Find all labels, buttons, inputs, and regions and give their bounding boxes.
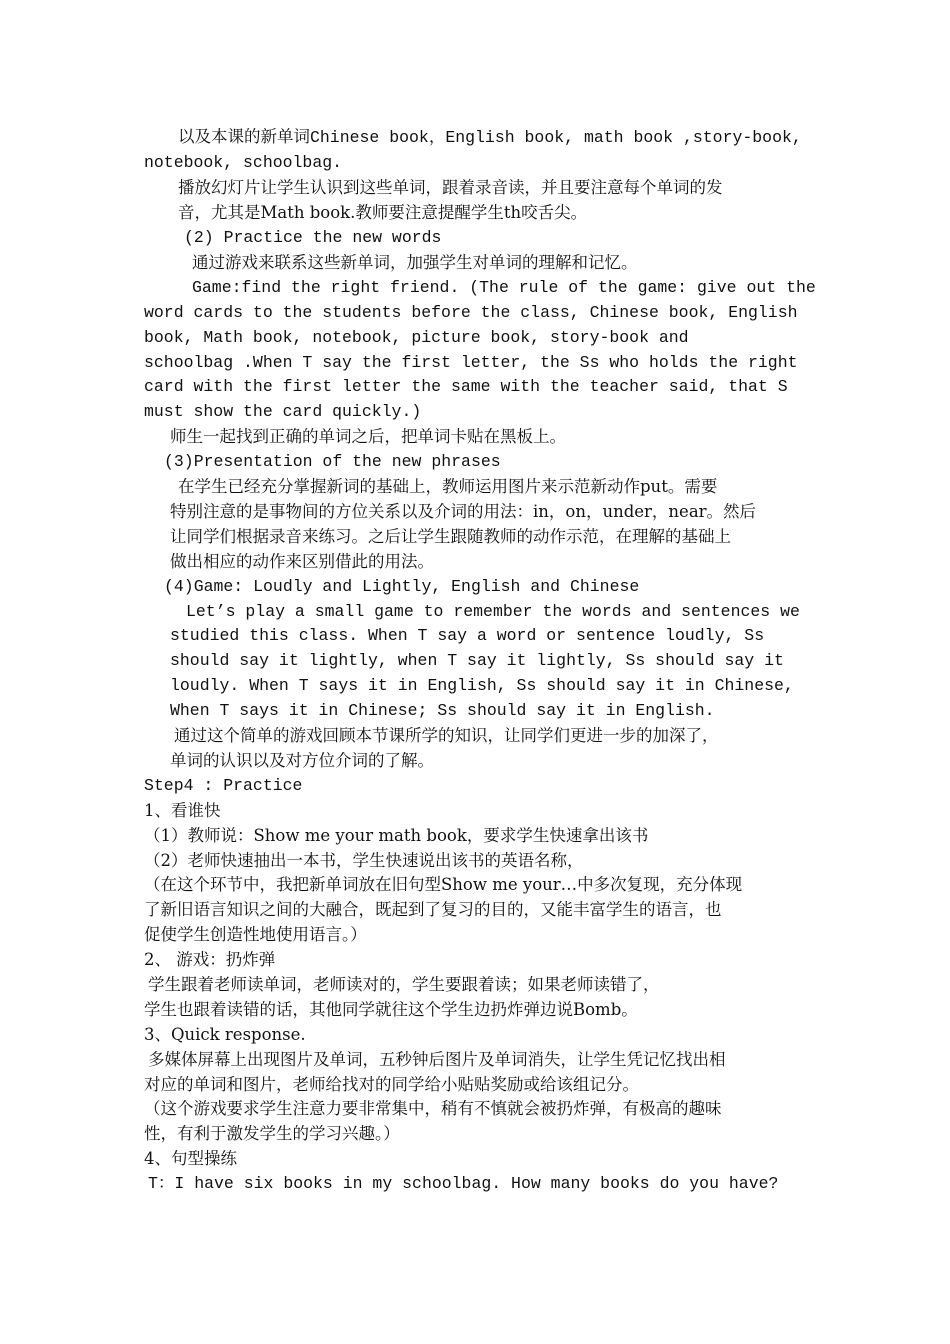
text-line: 多媒体屏幕上出现图片及单词，五秒钟后图片及单词消失，让学生凭记忆找出相: [148, 1050, 726, 1069]
text-line: book, Math book, notebook, picture book, story-book and: [144, 328, 689, 347]
text-line: 通过这个简单的游戏回顾本节课所学的知识，让同学们更进一步的加深了，: [174, 726, 719, 745]
text-line: must show the card quickly.): [144, 402, 422, 421]
text-line: When T says it in Chinese; Ss should say it in English.: [170, 701, 715, 720]
text-line: （1）教师说：Show me your math book，要求学生快速拿出该书: [144, 826, 649, 845]
text-line: notebook, schoolbag.: [144, 153, 343, 172]
text-line: 让同学们根据录音来练习。之后让学生跟随教师的动作示范，在理解的基础上: [170, 527, 731, 546]
text-line: loudly. When T says it in English, Ss should say it in Chinese,: [170, 676, 794, 695]
text-line: Step4 : Practice: [144, 776, 303, 795]
text-line: 促使学生创造性地使用语言。）: [144, 925, 367, 944]
text-line: 2、 游戏：扔炸弹: [144, 950, 276, 969]
text-line: 以及本课的新单词Chinese book，English book, math book ,story-book,: [178, 128, 802, 147]
text-line: 1、看谁快: [144, 801, 221, 820]
text-line: 学生也跟着读错的话，其他同学就往这个学生边扔炸弹边说Bomb。: [144, 1000, 638, 1019]
text-line: 学生跟着老师读单词，老师读对的，学生要跟着读；如果老师读错了，: [148, 975, 660, 994]
text-line: (2) Practice the new words: [184, 228, 442, 247]
text-line: schoolbag .When T say the first letter, the Ss who holds the right: [144, 353, 798, 372]
text-line: should say it lightly, when T say it lightly, Ss should say it: [170, 651, 784, 670]
text-line: 播放幻灯片让学生认识到这些单词，跟着录音读，并且要注意每个单词的发: [178, 178, 723, 197]
text-line: (3)Presentation of the new phrases: [164, 452, 501, 471]
text-line: Game:find the right friend. (The rule of the game: give out the: [192, 278, 816, 297]
text-line: 4、句型操练: [144, 1149, 237, 1168]
text-line: 性，有利于激发学生的学习兴趣。）: [144, 1124, 400, 1143]
text-line: （在这个环节中，我把新单词放在旧句型Show me your…中多次复现，充分体现: [144, 875, 743, 894]
text-line: Let’s play a small game to remember the words and sentences we: [186, 602, 800, 621]
text-line: 了新旧语言知识之间的大融合，既起到了复习的目的，又能丰富学生的语言，也: [144, 900, 722, 919]
text-line: 做出相应的动作来区别借此的用法。: [170, 552, 434, 571]
text-line: word cards to the students before the class, Chinese book, English: [144, 303, 798, 322]
text-line: 单词的认识以及对方位介词的了解。: [170, 751, 434, 770]
text-line: 音，尤其是Math book.教师要注意提醒学生th咬舌尖。: [178, 203, 588, 222]
text-line: （2）老师快速抽出一本书，学生快速说出该书的英语名称，: [144, 851, 584, 870]
text-line: 师生一起找到正确的单词之后，把单词卡贴在黑板上。: [170, 427, 566, 446]
text-line: card with the first letter the same with the teacher said, that S: [144, 377, 788, 396]
text-line: 在学生已经充分掌握新词的基础上，教师运用图片来示范新动作put。需要: [178, 477, 718, 496]
text-line: 特别注意的是事物间的方位关系以及介词的用法：in，on，under，near。然后: [170, 502, 757, 521]
text-line: （这个游戏要求学生注意力要非常集中，稍有不慎就会被扔炸弹，有极高的趣味: [144, 1099, 722, 1118]
text-line: studied this class. When T say a word or sentence loudly, Ss: [170, 626, 765, 645]
text-line: 3、Quick response.: [144, 1025, 306, 1044]
text-line: (4)Game: Loudly and Lightly, English and Chinese: [164, 577, 640, 596]
text-line: 对应的单词和图片，老师给找对的同学给小贴贴奖励或给该组记分。: [144, 1075, 639, 1094]
text-line: T：I have six books in my schoolbag. How many books do you have?: [148, 1174, 779, 1193]
text-line: 通过游戏来联系这些新单词，加强学生对单词的理解和记忆。: [192, 253, 638, 272]
